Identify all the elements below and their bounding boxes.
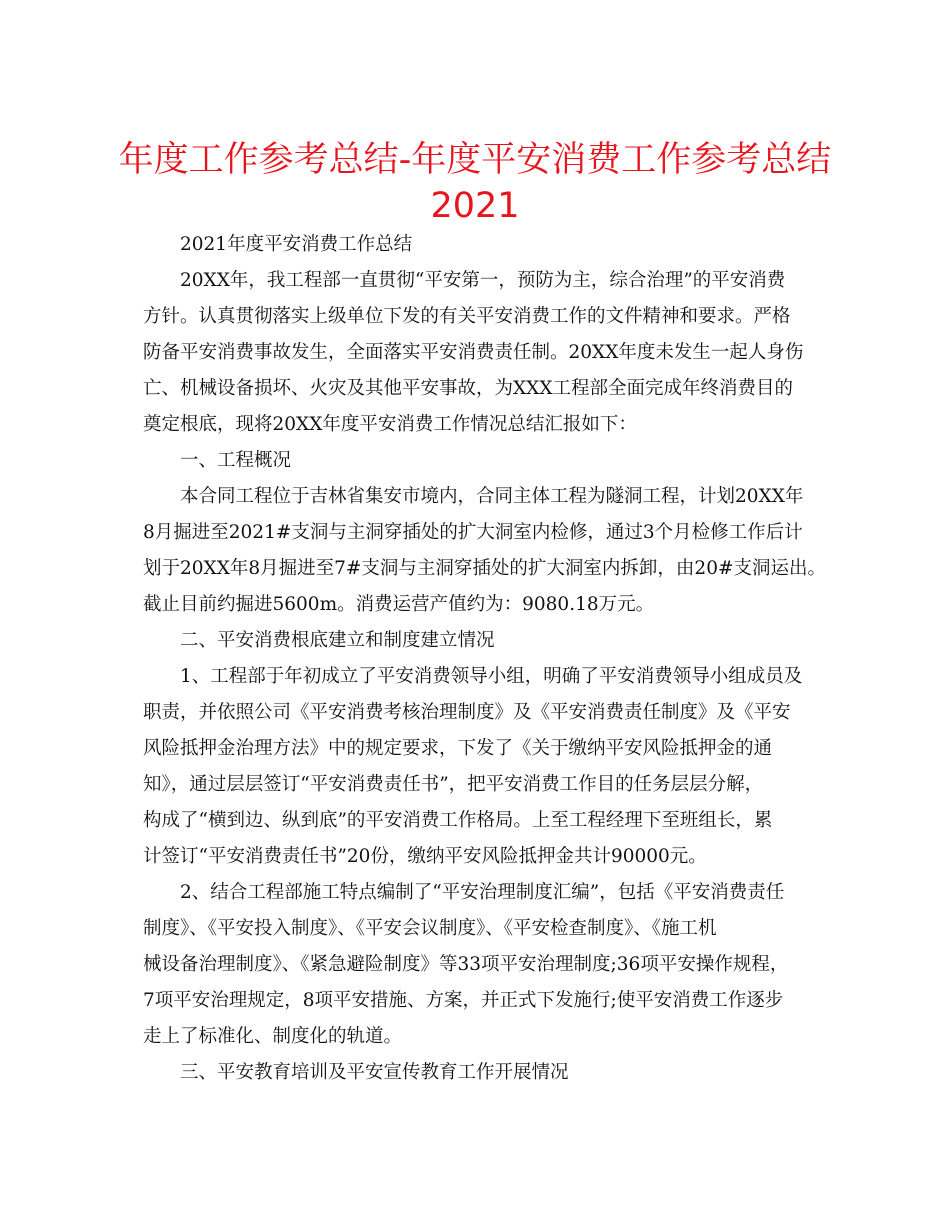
section-heading: 一、工程概况 <box>180 450 292 471</box>
paragraph-line: 防备平安消费事故发生，全面落实平安消费责任制。20XX年度未发生一起人身伤 <box>143 342 804 363</box>
paragraph-line: 走上了标准化、制度化的轨道。 <box>143 1026 403 1047</box>
paragraph-line: 8月掘进至2021#支洞与主洞穿插处的扩大洞室内检修，通过3个月检修工作后计 <box>143 522 803 543</box>
section-heading: 二、平安消费根底建立和制度建立情况 <box>180 630 495 651</box>
paragraph-line: 构成了“横到边、纵到底”的平安消费工作格局。上至工程经理下至班组长，累 <box>143 810 773 831</box>
paragraph-line: 划于20XX年8月掘进至7#支洞与主洞穿插处的扩大洞室内拆卸，由20#支洞运出。 <box>143 558 826 579</box>
paragraph-line: 方针。认真贯彻落实上级单位下发的有关平安消费工作的文件精神和要求。严格 <box>143 306 791 327</box>
paragraph-line: 20XX年，我工程部一直贯彻“平安第一，预防为主，综合治理”的平安消费 <box>180 270 786 291</box>
paragraph-line: 知》，通过层层签订“平安消费责任书”，把平安消费工作目的任务层层分解， <box>143 774 764 795</box>
paragraph-line: 截止目前约掘进5600m。消费运营产值约为：9080.18万元。 <box>143 594 655 615</box>
paragraph-line: 械设备治理制度》、《紧急避险制度》等33项平安治理制度;36项平安操作规程， <box>143 954 789 975</box>
paragraph-line: 2、结合工程部施工特点编制了“平安治理制度汇编”，包括《平安消费责任 <box>180 882 785 903</box>
paragraph-line: 亡、机械设备损坏、火灾及其他平安事故，为XXX工程部全面完成年终消费目的 <box>143 378 794 399</box>
document-title-line-1: 年度工作参考总结-年度平安消费工作参考总结 <box>118 140 832 180</box>
paragraph-line: 制度》、《平安投入制度》、《平安会议制度》、《平安检查制度》、《施工机 <box>143 918 717 939</box>
section-heading: 三、平安教育培训及平安宣传教育工作开展情况 <box>180 1062 569 1083</box>
paragraph-line: 计签订“平安消费责任书”20份，缴纳平安风险抵押金共计90000元。 <box>143 846 707 867</box>
paragraph-line: 本合同工程位于吉林省集安市境内，合同主体工程为隧洞工程，计划20XX年 <box>180 486 804 507</box>
paragraph-line: 奠定根底，现将20XX年度平安消费工作情况总结汇报如下： <box>143 414 637 435</box>
paragraph-line: 风险抵押金治理方法》中的规定要求，下发了《关于缴纳平安风险抵押金的通 <box>143 738 773 759</box>
document-title-line-2: 2021 <box>430 186 520 226</box>
paragraph-line: 职责，并依照公司《平安消费考核治理制度》及《平安消费责任制度》及《平安 <box>143 702 791 723</box>
subtitle: 2021年度平安消费工作总结 <box>180 234 413 255</box>
paragraph-line: 7项平安治理规定，8项平安措施、方案，并正式下发施行;使平安消费工作逐步 <box>143 990 784 1011</box>
paragraph-line: 1、工程部于年初成立了平安消费领导小组，明确了平安消费领导小组成员及 <box>180 666 803 687</box>
